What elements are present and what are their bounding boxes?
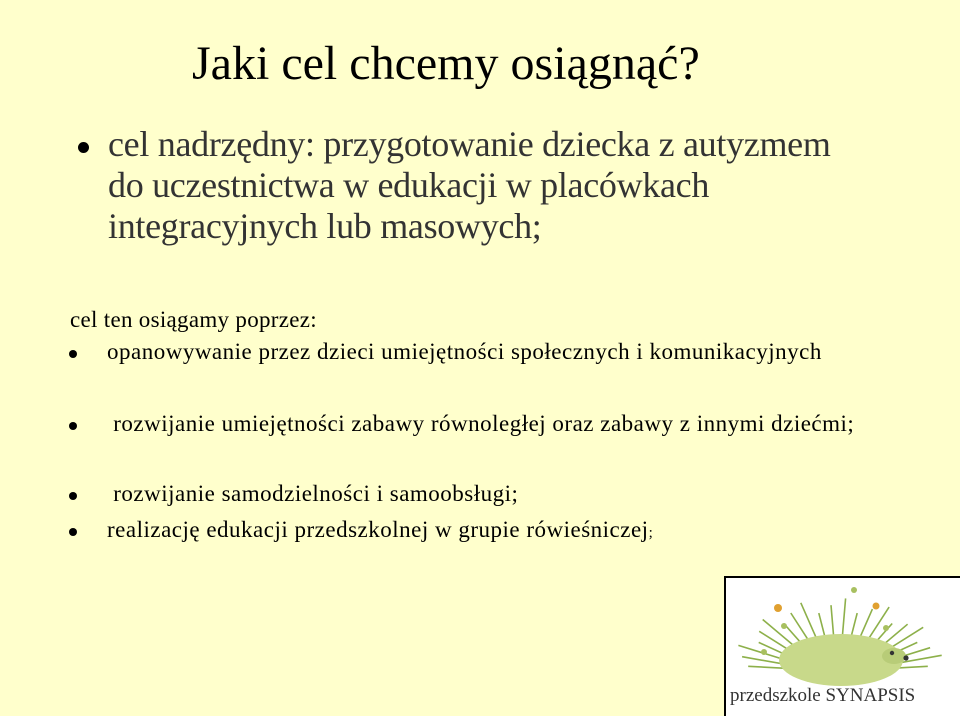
list-item-text (107, 516, 907, 547)
dot-orange (873, 603, 880, 610)
dot-green (781, 623, 787, 629)
intro-text: cel ten osiągamy poprzez: (70, 307, 317, 332)
main-bullet-text: cel nadrzędny: przygotowanie dziecka z autyzmem do uczestnictwa w edukacji w placówkach integracyjnych lub masowych; (108, 124, 831, 246)
list-item-text: rozwijanie umiejętności zabawy równoległej oraz zabawy z innymi dziećmi; (107, 411, 855, 436)
bullet-dot (78, 142, 89, 153)
logo-text: przedszkole SYNAPSIS (730, 685, 916, 706)
bullet-dot (69, 350, 77, 358)
logo (724, 576, 960, 716)
hedgehog-eye (890, 651, 894, 655)
dot-orange (774, 604, 782, 612)
dot-green (883, 625, 889, 631)
hedgehog-nose (903, 655, 908, 660)
list-item-text: opanowywanie przez dzieci umiejętności społecznych i komunikacyjnych (107, 339, 822, 364)
dot-green (761, 649, 767, 655)
hedgehog-head (882, 648, 906, 664)
list-item-main-text: realizację edukacji przedszkolnej w grupie rówieśniczej (107, 517, 649, 542)
bullet-dot (69, 528, 77, 536)
list-item-suffix: ; (648, 525, 653, 541)
bullet-dot (69, 422, 77, 430)
list-item-text: rozwijanie samodzielności i samoobsługi; (107, 481, 519, 506)
slide-title: Jaki cel chcemy osiągnąć? (192, 37, 700, 90)
dot-green (851, 587, 857, 593)
bullet-dot (69, 492, 77, 500)
